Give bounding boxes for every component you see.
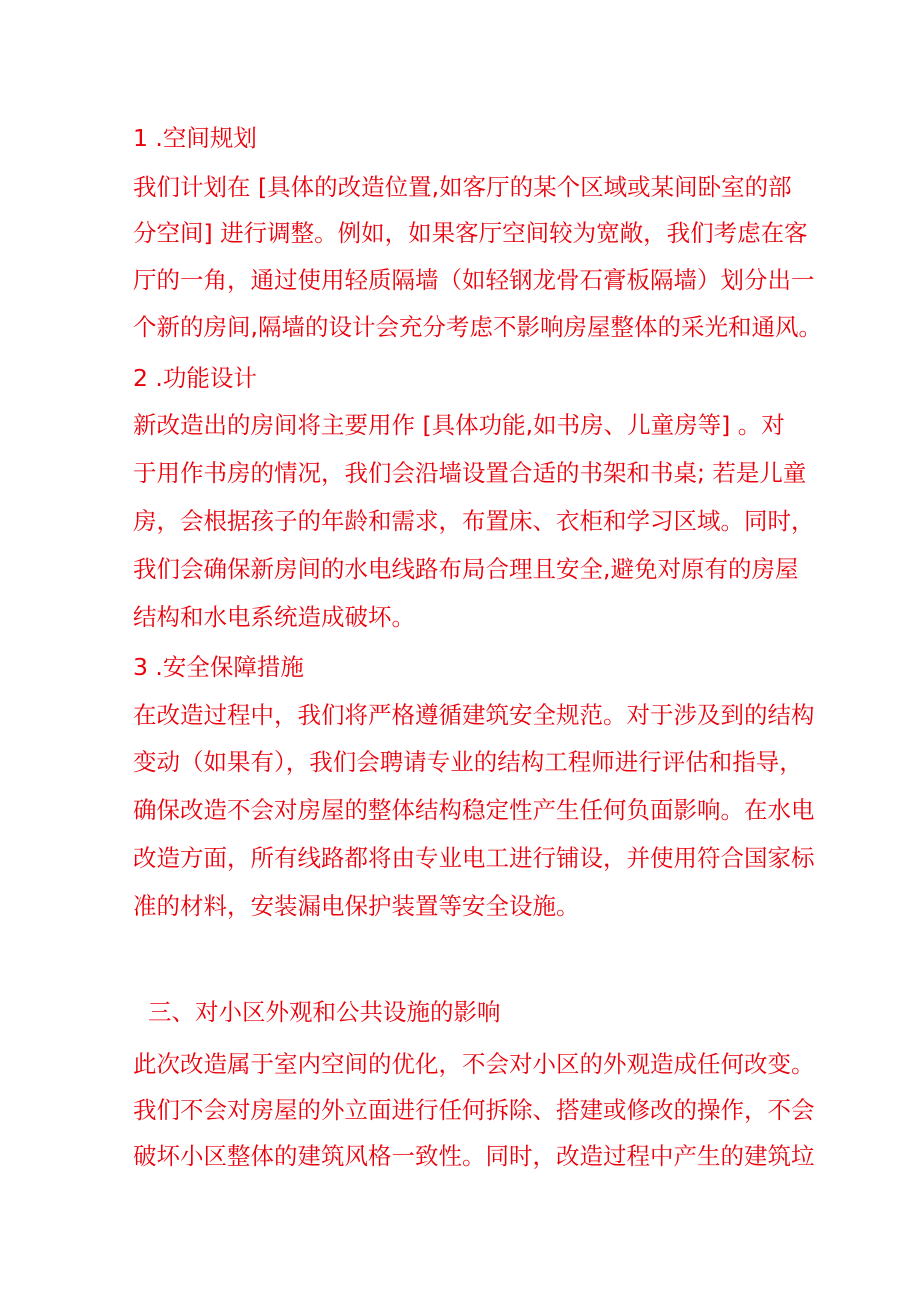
part-title-community-impact: 三、对小区外观和公共设施的影响 xyxy=(148,998,501,1026)
paragraph-line: 我们不会对房屋的外立面进行任何拆除、搭建或修改的操作，不会 xyxy=(133,1096,815,1124)
paragraph-line: 分空间] 进行调整。例如，如果客厅空间较为宽敞，我们考虑在客 xyxy=(133,219,808,247)
paragraph-line: 确保改造不会对房屋的整体结构稳定性产生任何负面影响。在水电 xyxy=(133,796,815,824)
paragraph-line: 准的材料，安装漏电保护装置等安全设施。 xyxy=(133,892,580,920)
paragraph-line: 我们计划在 [具体的改造位置,如客厅的某个区域或某间卧室的部 xyxy=(133,173,792,201)
paragraph-line: 结构和水电系统造成破坏。 xyxy=(133,603,415,631)
paragraph-line: 改造方面，所有线路都将由专业电工进行铺设，并使用符合国家标 xyxy=(133,844,815,872)
section-heading-space-planning: 1 .空间规划 xyxy=(133,124,257,152)
paragraph-line: 房，会根据孩子的年龄和需求，布置床、衣柜和学习区域。同时， xyxy=(133,507,815,535)
paragraph-line: 于用作书房的情况，我们会沿墙设置合适的书架和书桌; 若是儿童 xyxy=(133,459,807,487)
paragraph-line: 我们会确保新房间的水电线路布局合理且安全,避免对原有的房屋 xyxy=(133,555,799,583)
paragraph-line: 厅的一角，通过使用轻质隔墙（如轻钢龙骨石膏板隔墙）划分出一 xyxy=(133,266,815,294)
paragraph-line: 变动（如果有），我们会聘请专业的结构工程师进行评估和指导， xyxy=(133,748,803,776)
paragraph-line: 新改造出的房间将主要用作 [具体功能,如书房、儿童房等] 。对 xyxy=(133,411,785,439)
paragraph-line: 在改造过程中，我们将严格遵循建筑安全规范。对于涉及到的结构 xyxy=(133,701,815,729)
paragraph-line: 此次改造属于室内空间的优化，不会对小区的外观造成任何改变。 xyxy=(133,1050,815,1078)
section-heading-function-design: 2 .功能设计 xyxy=(133,364,257,392)
paragraph-line: 破坏小区整体的建筑风格一致性。同时，改造过程中产生的建筑垃 xyxy=(133,1142,815,1170)
section-heading-safety-measures: 3 .安全保障措施 xyxy=(133,653,304,681)
paragraph-line: 个新的房间,隔墙的设计会充分考虑不影响房屋整体的采光和通风。 xyxy=(133,313,822,341)
